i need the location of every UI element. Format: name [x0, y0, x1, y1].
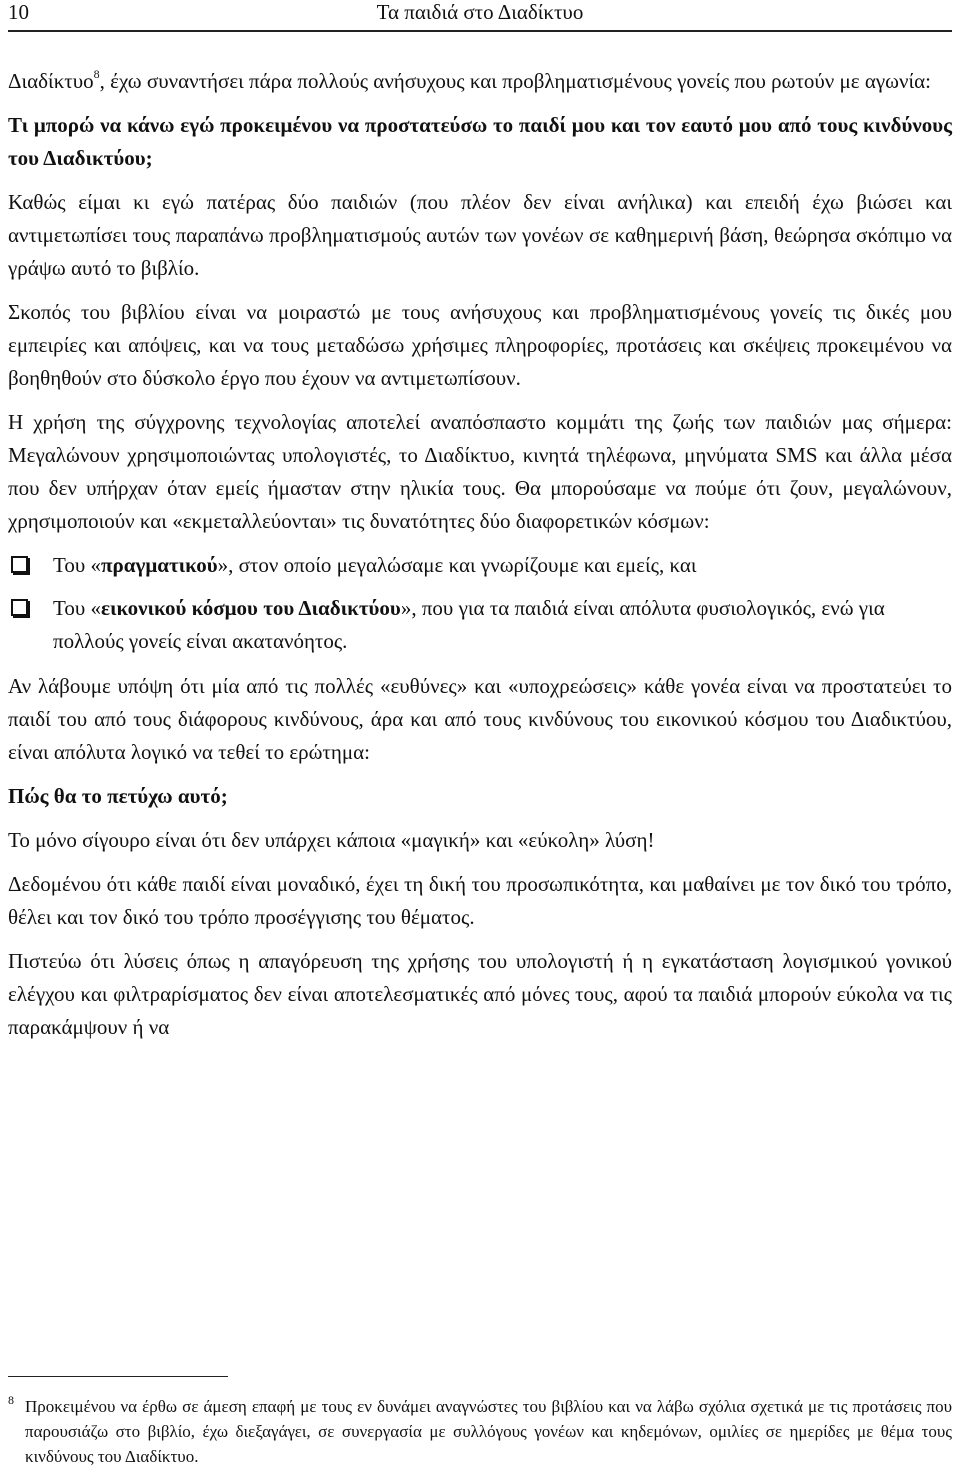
footnote — [8, 1388, 952, 1469]
bullet-bold-term: πραγματικού — [101, 553, 218, 577]
two-worlds-list — [8, 549, 952, 658]
paragraph-author-background: Καθώς είμαι κι εγώ πατέρας δύο παιδιών (που πλέον δεν είναι ανήλικα) και επειδή έχω βιώσει και αντιμετωπίσει τους παραπάνω προβληματισμούς αυτών των γονέων σε καθημερινή βάση, θεώρησα σκόπιμο να γράψω αυτό το βιβλίο. — [8, 190, 952, 280]
paragraph-intro — [8, 65, 952, 98]
body-text — [8, 65, 952, 1055]
list-item — [8, 549, 952, 582]
paragraph-technology: Η χρήση της σύγχρονης τεχνολογίας αποτελεί αναπόσπαστο κομμάτι της ζωής των παιδιών μας σήμερα: Μεγαλώνουν χρησιμοποιώντας υπολογιστές, το Διαδίκτυο, κινητά τηλέφωνα, μηνύματα SMS και άλλα μέσα που δεν υπήρχαν όταν εμείς ήμασταν στην ηλικία τους. Θα μπορούσαμε να πούμε ότι ζουν, μεγαλώνουν, χρησιμοποιούν και «εκμεταλλεύονται» τις δυνατότητες δύο διαφορετικών κόσμων: — [8, 410, 952, 533]
bullet-text-end: », στον οποίο μεγαλώσαμε και γνωρίζουμε και εμείς, και — [217, 553, 697, 577]
bullet-text-start: Του « — [53, 596, 102, 620]
footnote-reference: 8 — [93, 67, 100, 81]
how-question: Πώς θα το πετύχω αυτό; — [8, 784, 228, 808]
intro-text-end: , έχω συναντήσει πάρα πολλούς ανήσυχους και προβληματισμένους γονείς που ρωτούν με αγωνία: — [99, 69, 931, 93]
bullet-bold-term: εικονικού κόσμου του Διαδικτύου — [101, 596, 401, 620]
bullet-text-end: », που για τα παιδιά είναι απόλυτα φυσιολογικός, ενώ για πολλούς γονείς είναι ακατανόητος. — [53, 596, 885, 653]
footnote-text: Προκειμένου να έρθω σε άμεση επαφή με τους εν δυνάμει αναγνώστες του βιβλίου και να λάβω σχόλια σχετικά με τις προτάσεις που παρουσιάζω στο βιβλίο, έχω διεξαγάγει, σε συνεργασία με συλλόγους γονέων και κηδεμόνων, ομιλίες σε ημερίδες με θέμα τους κινδύνους του Διαδίκτυο. — [25, 1397, 952, 1466]
page-number: 10 — [8, 0, 29, 24]
checkbox-bullet-icon — [11, 599, 28, 616]
bullet-text-start: Του « — [53, 553, 102, 577]
footnote-divider — [8, 1376, 228, 1377]
intro-text-start: Διαδίκτυο — [8, 69, 94, 93]
paragraph-unique-child: Δεδομένου ότι κάθε παιδί είναι μοναδικό, έχει τη δική του προσωπικότητα, και μαθαίνει με τον δικό του τρόπο, θέλει και τον δικό του τρόπο προσέγγισης του θέματος. — [8, 872, 952, 929]
paragraph-parent-responsibility: Αν λάβουμε υπόψη ότι μία από τις πολλές «ευθύνες» και «υποχρεώσεις» κάθε γονέα είναι να προστατεύει το παιδί του από τους διάφορους κινδύνους, άρα και από τους κινδύνους του εικονικού κόσμου του Διαδικτύου, είναι απόλυτα λογικό να τεθεί το ερώτημα: — [8, 674, 952, 764]
paragraph-book-purpose: Σκοπός του βιβλίου είναι να μοιραστώ με τους ανήσυχους και προβληματισμένους γονείς τις δικές μου εμπειρίες και απόψεις, και να τους μεταδώσω χρήσιμες πληροφορίες, προτάσεις και σκέψεις προκειμένου να βοηθηθούν στο δύσκολο έργο που έχουν να αντιμετωπίσουν. — [8, 300, 952, 390]
paragraph-parental-control: Πιστεύω ότι λύσεις όπως η απαγόρευση της χρήσης του υπολογιστή ή η εγκατάσταση λογισμικού γονικού ελέγχου και φιλτραρίσματος δεν είναι αποτελεσματικές από μόνες τους, αφού τα παιδιά μπορούν εύκολα να τις παρακάμψουν ή να — [8, 949, 952, 1039]
footnote-number: 8 — [8, 1393, 14, 1407]
page-header — [8, 0, 952, 32]
list-item — [8, 592, 952, 658]
paragraph-no-magic-solution: Το μόνο σίγουρο είναι ότι δεν υπάρχει κάποια «μαγική» και «εύκολη» λύση! — [8, 828, 655, 852]
parent-question: Τι μπορώ να κάνω εγώ προκειμένου να προστατεύσω το παιδί μου και τον εαυτό μου από τους κινδύνους του Διαδικτύου; — [8, 113, 952, 170]
checkbox-bullet-icon — [11, 556, 28, 573]
running-title: Τα παιδιά στο Διαδίκτυο — [376, 0, 584, 24]
